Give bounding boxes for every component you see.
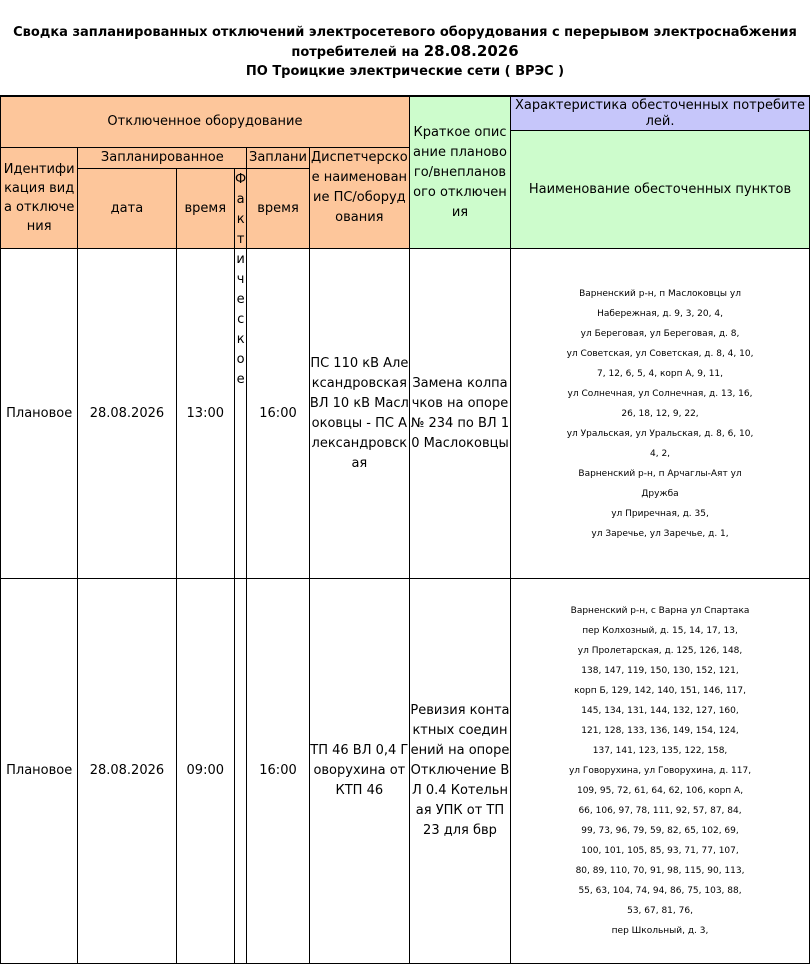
points-line: ул Пролетарская, д. 125, 126, 148, bbox=[577, 646, 743, 656]
title-line-2 bbox=[0, 42, 810, 62]
points-line: 145, 134, 131, 144, 132, 127, 160, bbox=[581, 706, 739, 716]
points-line: Варненский р-н, п Маслоковцы ул bbox=[579, 288, 741, 299]
points-line: 80, 89, 110, 70, 91, 98, 115, 90, 113, bbox=[575, 866, 745, 876]
header-settlements: Наименование обесточенных пунктов bbox=[511, 131, 810, 249]
points-line: ул Приречная, д. 35, bbox=[611, 508, 709, 519]
table-row bbox=[1, 249, 810, 579]
row-date: 28.08.2026 bbox=[78, 249, 176, 579]
row-equipment: ТП 46 ВЛ 0,4 Говорухина от КТП 46 bbox=[309, 579, 409, 964]
row-date: 28.08.2026 bbox=[78, 579, 176, 964]
row-end-time: 16:00 bbox=[247, 249, 310, 579]
row-end-time: 16:00 bbox=[247, 579, 310, 964]
row-type: Плановое bbox=[1, 249, 78, 579]
points-line: 66, 106, 97, 78, 111, 92, 57, 87, 84, bbox=[578, 806, 742, 816]
row-type: Плановое bbox=[1, 579, 78, 964]
points-line: пер Школьный, д. 3, bbox=[611, 926, 709, 936]
points-line: 100, 101, 105, 85, 93, 71, 77, 107, bbox=[581, 846, 739, 856]
title-prefix: потребителей на bbox=[291, 45, 424, 60]
header-time-end: время bbox=[247, 169, 310, 249]
report-title bbox=[0, 0, 810, 96]
points-line: Варненский р-н, п Арчаглы-Аят ул bbox=[578, 468, 742, 479]
points-line: ул Говорухина, ул Говорухина, д. 117, bbox=[568, 766, 752, 776]
points-line: ул Советская, ул Советская, д. 8, 4, 10, bbox=[566, 348, 754, 359]
points-line: Варненский р-н, с Варна ул Спартака bbox=[570, 606, 750, 616]
row-narrow-cell bbox=[235, 579, 247, 964]
points-line: 26, 18, 12, 9, 22, bbox=[621, 408, 699, 419]
header-planned-end: Заплани bbox=[247, 148, 310, 169]
points-line: корп Б, 129, 142, 140, 151, 146, 117, bbox=[574, 686, 746, 696]
title-line-1: Сводка запланированных отключений электросетевого оборудования с перерывом электроснабжения bbox=[13, 25, 797, 40]
points-line: ул Заречье, ул Заречье, д. 1, bbox=[591, 528, 729, 539]
points-line: 7, 12, 6, 5, 4, корп А, 9, 11, bbox=[597, 368, 724, 379]
outage-table bbox=[0, 96, 810, 964]
points-line: ул Уральская, ул Уральская, д. 8, 6, 10, bbox=[566, 428, 754, 439]
points-line: 137, 141, 123, 135, 122, 158, bbox=[592, 746, 728, 756]
points-line: ул Солнечная, ул Солнечная, д. 13, 16, bbox=[567, 388, 753, 399]
points-line: Набережная, д. 9, 3, 20, 4, bbox=[597, 308, 723, 319]
points-line: 4, 2, bbox=[650, 448, 671, 459]
points-line: 99, 73, 96, 79, 59, 82, 65, 102, 69, bbox=[581, 826, 739, 836]
header-disabled-equipment: Отключенное оборудование bbox=[1, 97, 410, 148]
points-line: пер Колхозный, д. 15, 14, 17, 13, bbox=[582, 626, 738, 636]
points-line: 138, 147, 119, 150, 130, 152, 121, bbox=[581, 666, 739, 676]
row-points bbox=[511, 579, 810, 964]
row-description: Замена колпачков на опоре № 234 по ВЛ 10 Маслоковцы bbox=[409, 249, 510, 579]
header-short-description: Краткое описание планового/внепланового отключения bbox=[409, 97, 510, 249]
title-date: 28.08.2026 bbox=[423, 42, 519, 60]
row-start-time: 09:00 bbox=[176, 579, 235, 964]
header-characteristics: Характеристика обесточенных потребителей. bbox=[511, 97, 810, 131]
header-dispatcher-name: Диспетчерское наименование ПС/оборудования bbox=[309, 148, 409, 249]
points-line: Дружба bbox=[641, 488, 679, 499]
header-identification: Идентификация вида отключения bbox=[1, 148, 78, 249]
points-line: 53, 67, 81, 76, bbox=[627, 906, 693, 916]
points-line: 55, 63, 104, 74, 94, 86, 75, 103, 88, bbox=[578, 886, 742, 896]
points-line: 109, 95, 72, 61, 64, 62, 106, корп А, bbox=[576, 786, 744, 796]
row-start-time: 13:00 bbox=[176, 249, 235, 579]
header-date: дата bbox=[78, 169, 176, 249]
row-equipment: ПС 110 кВ Александровская ВЛ 10 кВ Маслоковцы - ПС Александровская bbox=[309, 249, 409, 579]
title-line-3: ПО Троицкие электрические сети ( ВРЭС ) bbox=[245, 64, 565, 79]
row-description: Ревизия контактных соединений на опоре Отключение ВЛ 0.4 Котельная УПК от ТП 23 для бвр bbox=[409, 579, 510, 964]
row-points bbox=[511, 249, 810, 579]
table-row bbox=[1, 579, 810, 964]
points-line: ул Береговая, ул Береговая, д. 8, bbox=[580, 328, 740, 339]
header-planned: Запланированное bbox=[78, 148, 247, 169]
points-line: 121, 128, 133, 136, 149, 154, 124, bbox=[581, 726, 739, 736]
header-time: время bbox=[176, 169, 235, 249]
header-narrow-column: Фактическое bbox=[235, 169, 247, 249]
